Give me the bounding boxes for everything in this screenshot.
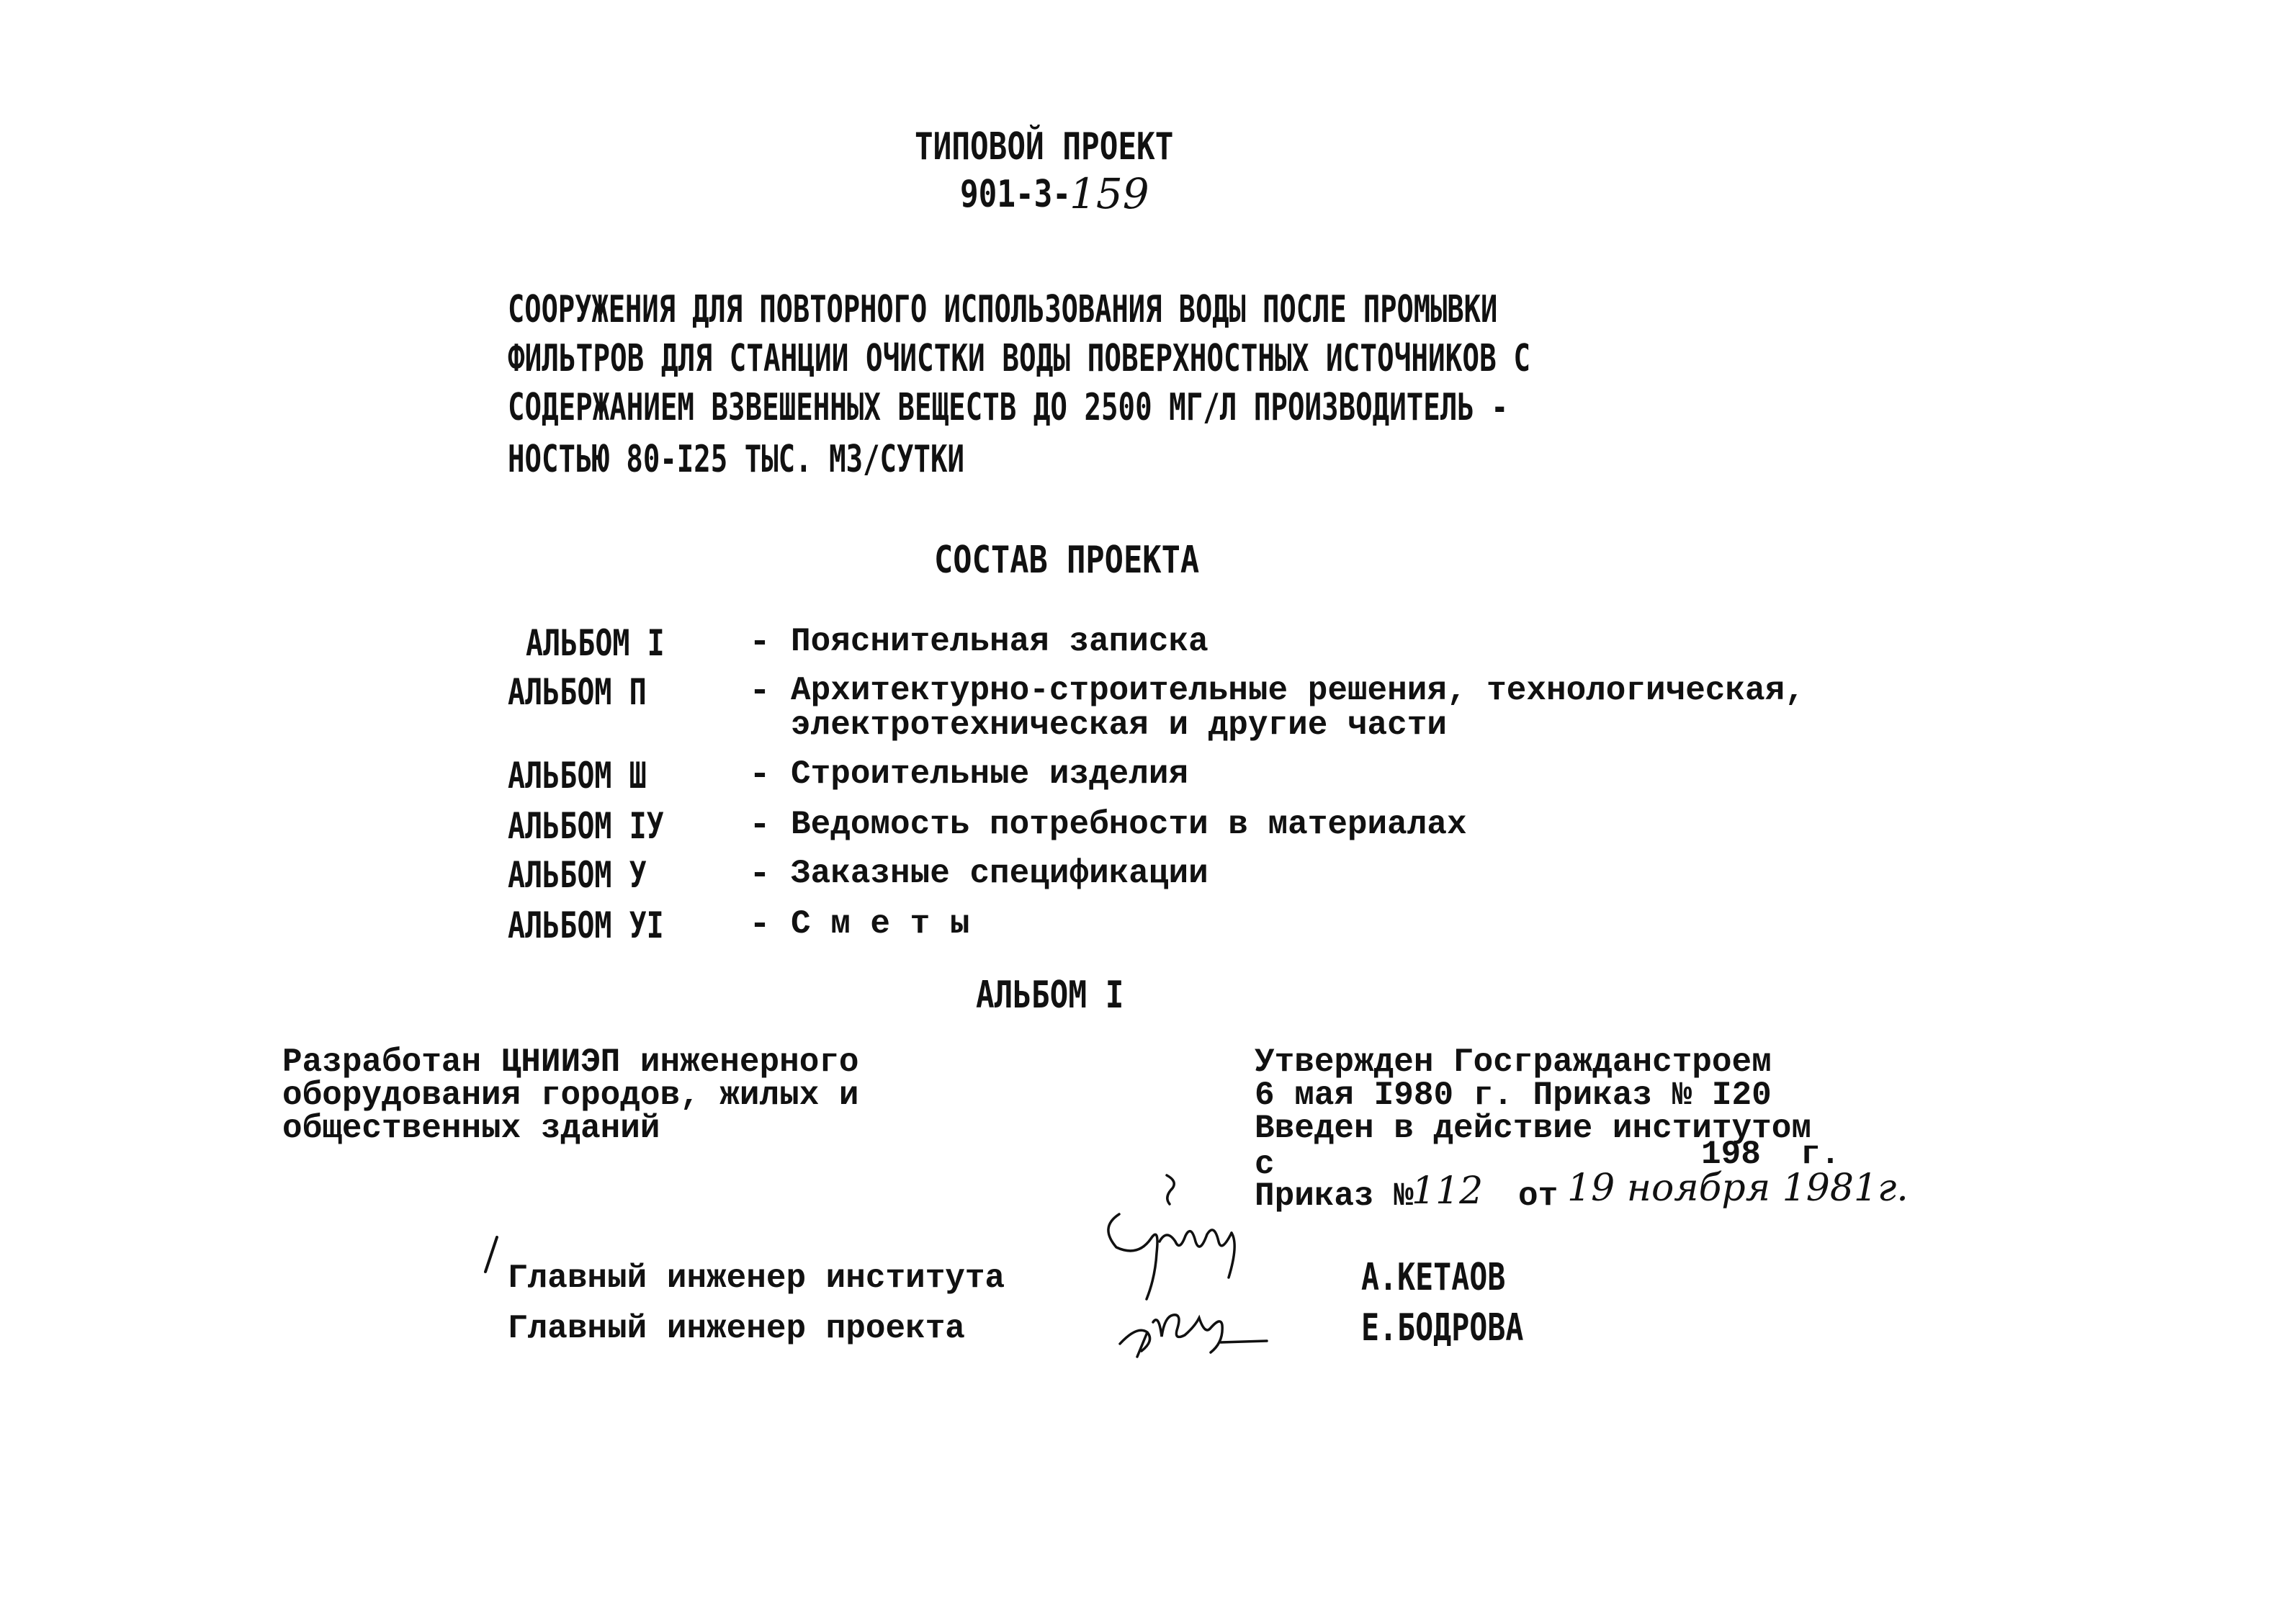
album-name: АЛЬБОМ IУ: [508, 805, 664, 847]
composition-heading: СОСТАВ ПРОЕКТА: [934, 539, 1200, 582]
album-desc: Архитектурно-строительные решения, технологическая,: [791, 672, 1805, 709]
title-line: НОСТЬЮ 80-I25 ТЫС. М3/СУТКИ: [508, 438, 964, 481]
approval-since-label: с: [1255, 1146, 1275, 1183]
project-number-handwritten: 159: [1069, 169, 1149, 218]
album-name: АЛЬБОМ Ш: [508, 755, 647, 796]
album-name: АЛЬБОМ I: [526, 622, 665, 664]
approval-order-date: 19 ноября 1981г.: [1567, 1167, 1909, 1210]
album-desc: Строительные изделия: [791, 755, 1189, 793]
approval-order-label: Приказ №: [1255, 1177, 1414, 1215]
album-desc: Заказные спецификации: [791, 855, 1208, 892]
album-desc: Ведомость потребности в материалах: [791, 806, 1467, 843]
album-desc: электротехническая и другие части: [791, 706, 1447, 744]
approval-order-number: 112: [1412, 1170, 1484, 1213]
album-dash: -: [749, 755, 771, 796]
signature-role: Главный инженер проекта: [508, 1310, 965, 1347]
album-name: АЛЬБОМ П: [508, 671, 647, 713]
project-number-printed: 901-3-: [960, 173, 1072, 216]
title-line: ФИЛЬТРОВ ДЛЯ СТАНЦИИ ОЧИСТКИ ВОДЫ ПОВЕРХНОСТНЫХ ИСТОЧНИКОВ С: [508, 337, 1531, 380]
developer-line: оборудования городов, жилых и: [282, 1077, 859, 1114]
approval-order-from: от: [1518, 1177, 1559, 1215]
doc-type-heading: ТИПОВОЙ ПРОЕКТ: [915, 125, 1174, 169]
signature-name: А.КЕТАОВ: [1361, 1256, 1506, 1299]
album-dash: -: [749, 671, 771, 712]
handwritten-signature-2: [1113, 1296, 1286, 1365]
album-dash: -: [749, 904, 771, 946]
approval-line: 6 мая I980 г. Приказ № I20: [1255, 1077, 1772, 1114]
approval-line: Введен в действие институтом: [1255, 1110, 1811, 1147]
approval-year: 198 г.: [1701, 1136, 1841, 1173]
approval-line: Утвержден Госгражданстроем: [1255, 1043, 1772, 1081]
signature-name: Е.БОДРОВА: [1361, 1306, 1524, 1350]
album-desc: С м е т ы: [791, 905, 970, 943]
developer-line: Разработан ЦНИИЭП инженерного: [282, 1043, 859, 1081]
album-dash: -: [749, 854, 771, 895]
current-album-label: АЛЬБОМ I: [976, 974, 1124, 1017]
title-line: СООРУЖЕНИЯ ДЛЯ ПОВТОРНОГО ИСПОЛЬЗОВАНИЯ ВОДЫ ПОСЛЕ ПРОМЫВКИ: [508, 288, 1498, 331]
margin-tick-mark: [483, 1236, 500, 1278]
title-line: СОДЕРЖАНИЕМ ВЗВЕШЕННЫХ ВЕЩЕСТВ ДО 2500 МГ/Л ПРОИЗВОДИТЕЛЬ -: [508, 386, 1509, 429]
developer-line: общественных зданий: [282, 1110, 660, 1147]
album-name: АЛЬБОМ УI: [508, 904, 664, 946]
album-dash: -: [749, 622, 771, 663]
album-dash: -: [749, 805, 771, 846]
album-desc: Пояснительная записка: [791, 623, 1208, 660]
signature-role: Главный инженер института: [508, 1260, 1005, 1297]
album-name: АЛЬБОМ У: [508, 854, 647, 896]
